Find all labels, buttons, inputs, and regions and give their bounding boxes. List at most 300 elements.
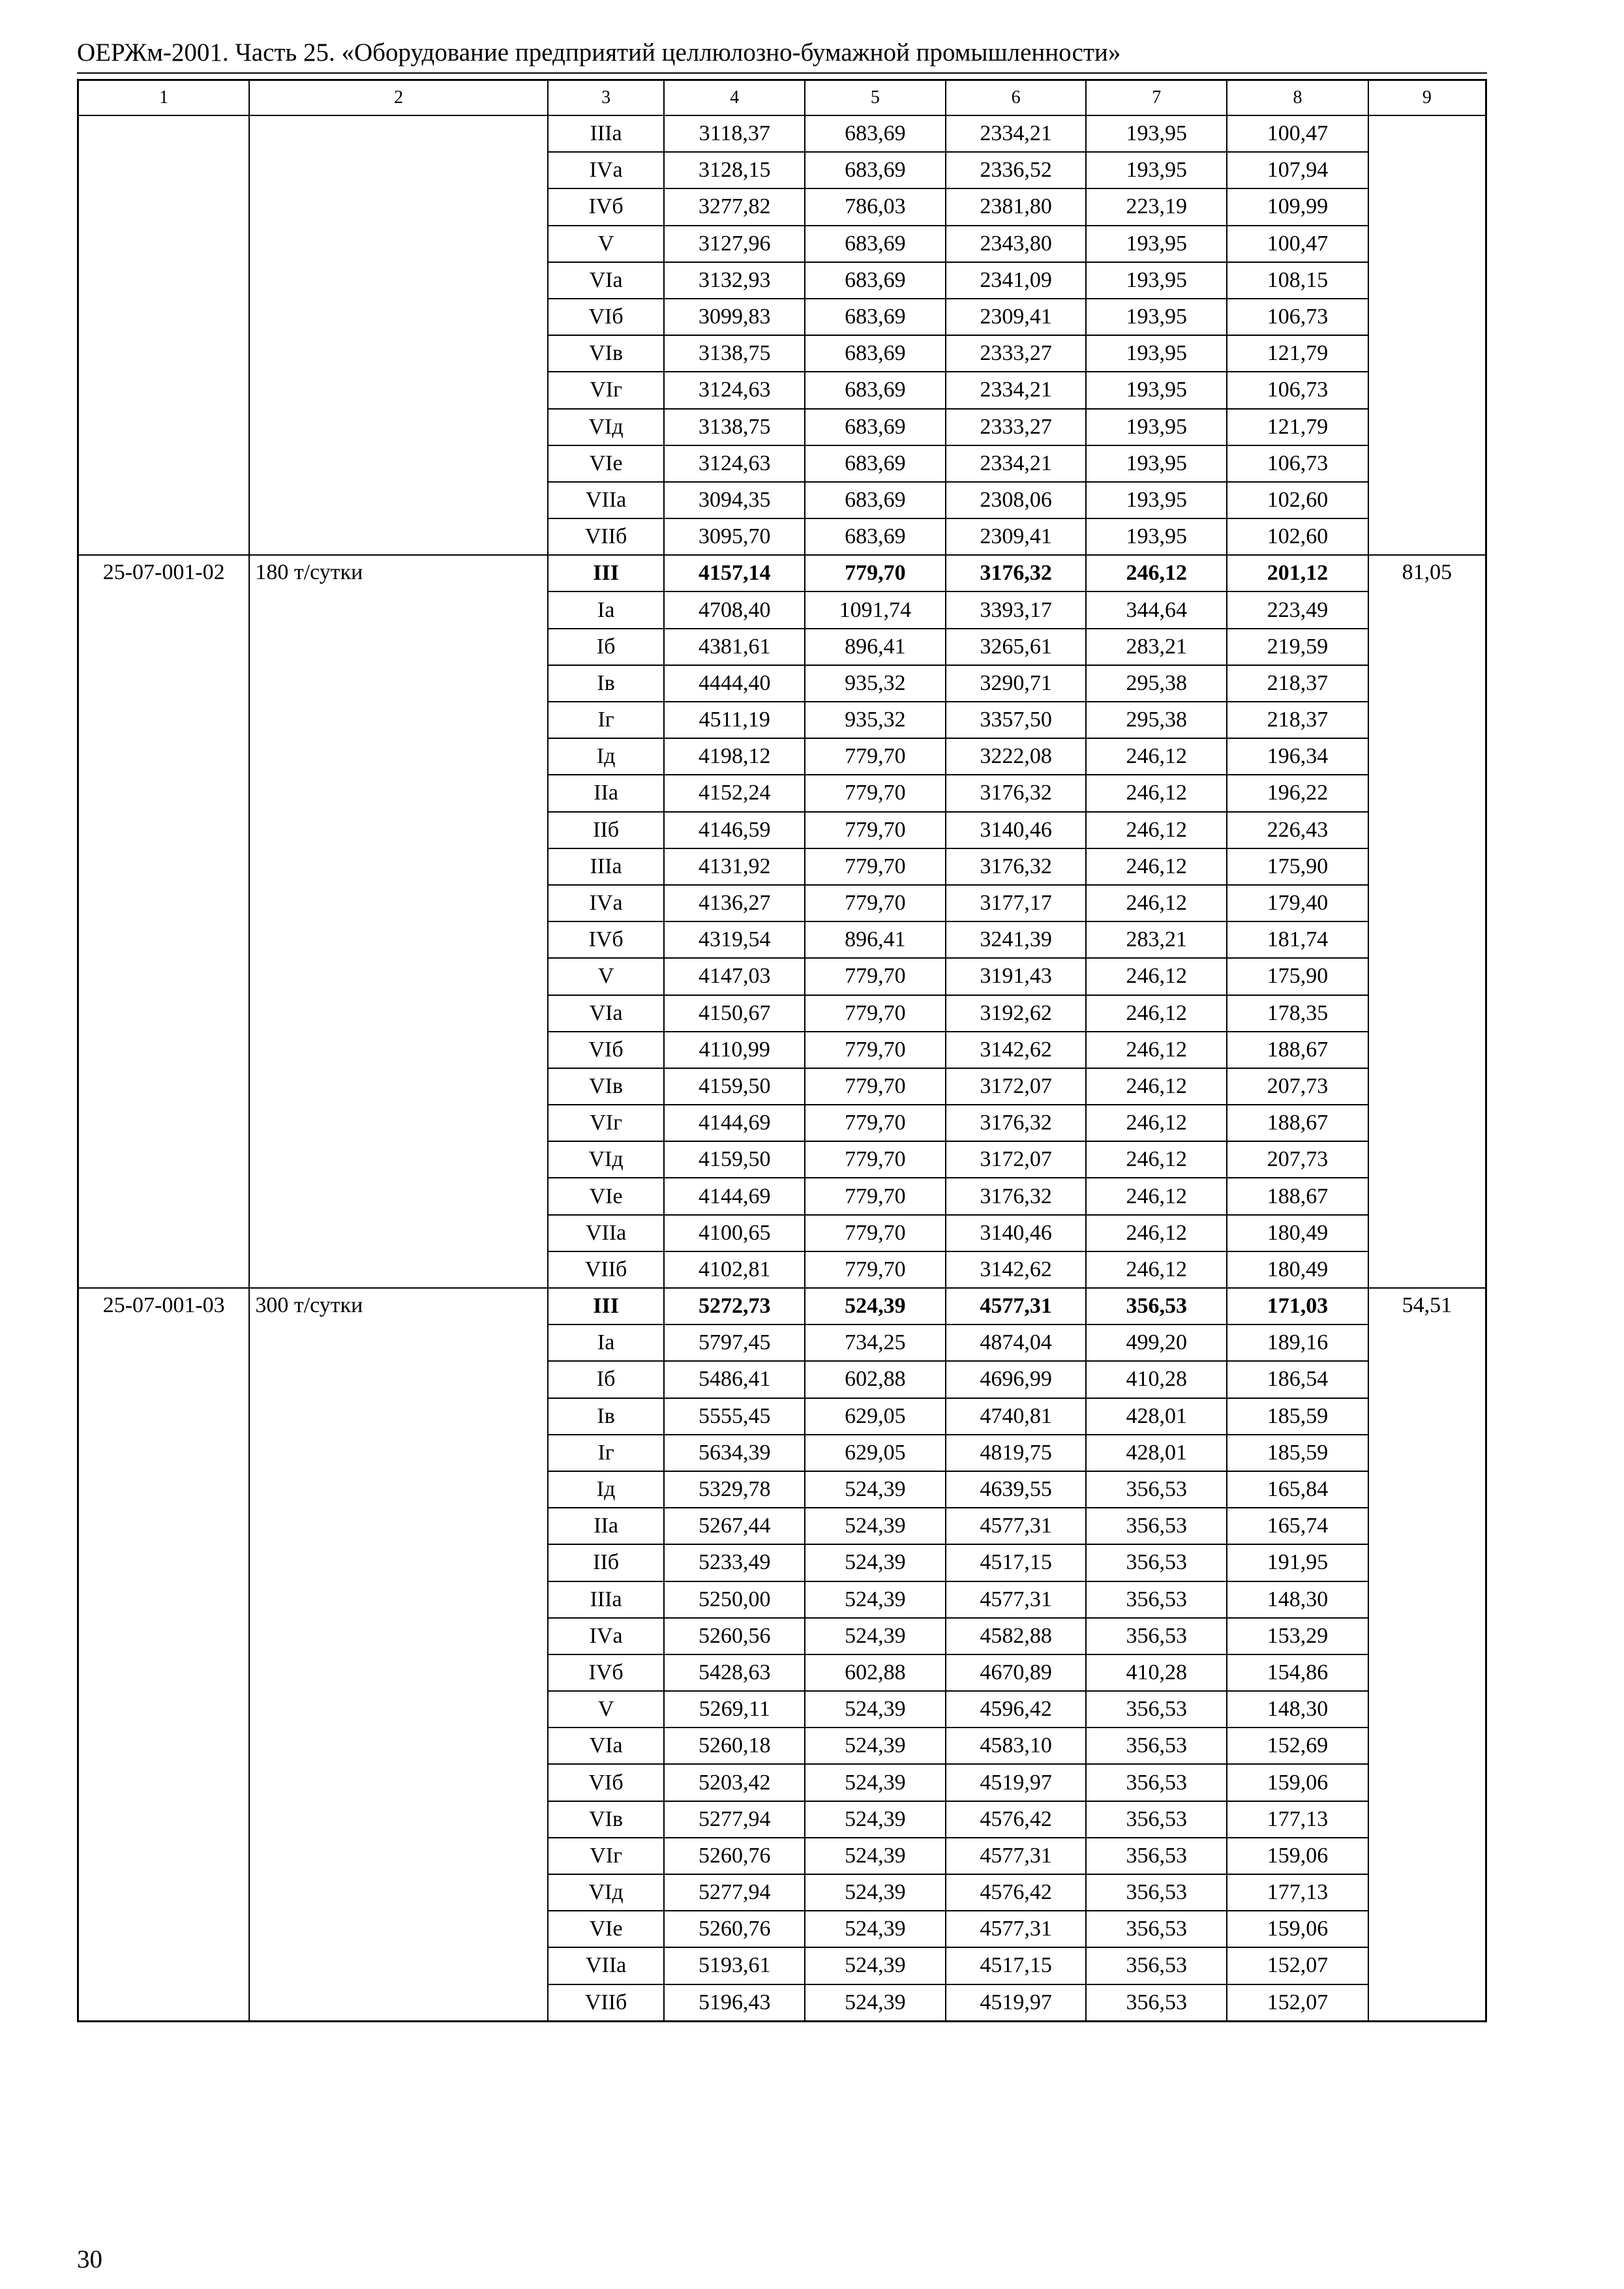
value-cell-6: 4696,99 — [946, 1361, 1087, 1398]
value-cell-8: 196,22 — [1227, 775, 1368, 811]
zone-cell: VIв — [548, 335, 665, 372]
value-cell-6: 2343,80 — [946, 226, 1087, 262]
value-cell-8: 100,47 — [1227, 115, 1368, 152]
zone-cell: VIIб — [548, 1984, 665, 2022]
zone-cell: Iг — [548, 1435, 665, 1471]
value-cell-5: 524,39 — [805, 1544, 946, 1581]
value-cell-8: 188,67 — [1227, 1105, 1368, 1141]
column-9-cell: 54,51 — [1368, 1288, 1486, 2021]
value-cell-7: 246,12 — [1086, 1068, 1227, 1105]
value-cell-6: 3140,46 — [946, 1215, 1087, 1251]
value-cell-8: 191,95 — [1227, 1544, 1368, 1581]
value-cell-4: 5260,76 — [664, 1838, 805, 1874]
column-9-cell: 81,05 — [1368, 555, 1486, 1288]
value-cell-7: 246,12 — [1086, 1178, 1227, 1214]
value-cell-8: 186,54 — [1227, 1361, 1368, 1398]
value-cell-4: 4136,27 — [664, 885, 805, 921]
value-cell-8: 165,84 — [1227, 1471, 1368, 1508]
value-cell-5: 524,39 — [805, 1984, 946, 2022]
value-cell-8: 201,12 — [1227, 555, 1368, 591]
zone-cell: VIг — [548, 1105, 665, 1141]
zone-cell: IIа — [548, 775, 665, 811]
zone-cell: VIв — [548, 1068, 665, 1105]
value-cell-6: 4582,88 — [946, 1618, 1087, 1654]
value-cell-4: 4319,54 — [664, 921, 805, 958]
value-cell-6: 2308,06 — [946, 482, 1087, 518]
value-cell-7: 193,95 — [1086, 152, 1227, 188]
value-cell-6: 3191,43 — [946, 958, 1087, 995]
value-cell-7: 356,53 — [1086, 1764, 1227, 1801]
value-cell-4: 5277,94 — [664, 1801, 805, 1838]
value-cell-4: 5233,49 — [664, 1544, 805, 1581]
zone-cell: IIIа — [548, 1581, 665, 1618]
value-cell-4: 5269,11 — [664, 1691, 805, 1728]
value-cell-7: 356,53 — [1086, 1947, 1227, 1984]
value-cell-7: 356,53 — [1086, 1471, 1227, 1508]
value-cell-6: 3176,32 — [946, 775, 1087, 811]
value-cell-4: 4157,14 — [664, 555, 805, 591]
value-cell-5: 524,39 — [805, 1471, 946, 1508]
column-9-cell — [1368, 115, 1486, 555]
value-cell-6: 4517,15 — [946, 1544, 1087, 1581]
value-cell-6: 3142,62 — [946, 1032, 1087, 1068]
zone-cell: VIе — [548, 445, 665, 482]
value-cell-4: 4102,81 — [664, 1251, 805, 1288]
zone-cell: IVа — [548, 1618, 665, 1654]
table-row — [78, 1288, 1486, 1324]
value-cell-4: 5486,41 — [664, 1361, 805, 1398]
value-cell-8: 179,40 — [1227, 885, 1368, 921]
value-cell-7: 356,53 — [1086, 1581, 1227, 1618]
value-cell-8: 218,37 — [1227, 665, 1368, 702]
value-cell-4: 3099,83 — [664, 299, 805, 335]
zone-cell: VIг — [548, 372, 665, 408]
column-header: 7 — [1086, 80, 1227, 116]
value-cell-4: 3277,82 — [664, 188, 805, 225]
zone-cell: IVб — [548, 1654, 665, 1691]
value-cell-7: 344,64 — [1086, 591, 1227, 628]
value-cell-6: 3176,32 — [946, 1105, 1087, 1141]
zone-cell: VIб — [548, 1764, 665, 1801]
value-cell-6: 3177,17 — [946, 885, 1087, 921]
rate-code-cell: 25-07-001-02 — [78, 555, 250, 1288]
value-cell-5: 779,70 — [805, 958, 946, 995]
value-cell-8: 218,37 — [1227, 702, 1368, 738]
zone-cell: VIIа — [548, 1947, 665, 1984]
value-cell-4: 5277,94 — [664, 1874, 805, 1911]
zone-cell: VIв — [548, 1801, 665, 1838]
value-cell-5: 683,69 — [805, 299, 946, 335]
zone-cell: VIа — [548, 1728, 665, 1764]
zone-cell: Iб — [548, 629, 665, 665]
value-cell-8: 102,60 — [1227, 518, 1368, 555]
value-cell-6: 3140,46 — [946, 812, 1087, 848]
value-cell-6: 3176,32 — [946, 1178, 1087, 1214]
value-cell-8: 152,07 — [1227, 1947, 1368, 1984]
table-row — [78, 115, 1486, 152]
value-cell-5: 779,70 — [805, 995, 946, 1032]
value-cell-4: 3128,15 — [664, 152, 805, 188]
title-rule — [77, 72, 1487, 74]
value-cell-5: 683,69 — [805, 445, 946, 482]
value-cell-6: 4874,04 — [946, 1324, 1087, 1361]
value-cell-7: 193,95 — [1086, 115, 1227, 152]
value-cell-6: 3290,71 — [946, 665, 1087, 702]
value-cell-6: 3142,62 — [946, 1251, 1087, 1288]
value-cell-5: 779,70 — [805, 812, 946, 848]
value-cell-6: 3172,07 — [946, 1141, 1087, 1178]
value-cell-8: 177,13 — [1227, 1801, 1368, 1838]
value-cell-5: 683,69 — [805, 226, 946, 262]
value-cell-5: 779,70 — [805, 1178, 946, 1214]
zone-cell: III — [548, 555, 665, 591]
zone-cell: IVб — [548, 921, 665, 958]
value-cell-7: 356,53 — [1086, 1618, 1227, 1654]
value-cell-4: 5203,42 — [664, 1764, 805, 1801]
capacity-cell: 300 т/сутки — [249, 1288, 547, 2021]
zone-cell: VIе — [548, 1178, 665, 1214]
value-cell-4: 3127,96 — [664, 226, 805, 262]
value-cell-4: 3132,93 — [664, 262, 805, 299]
value-cell-8: 106,73 — [1227, 299, 1368, 335]
value-cell-6: 2381,80 — [946, 188, 1087, 225]
value-cell-7: 223,19 — [1086, 188, 1227, 225]
value-cell-8: 180,49 — [1227, 1251, 1368, 1288]
value-cell-6: 2334,21 — [946, 372, 1087, 408]
value-cell-8: 148,30 — [1227, 1581, 1368, 1618]
value-cell-5: 779,70 — [805, 1105, 946, 1141]
value-cell-6: 4740,81 — [946, 1398, 1087, 1435]
value-cell-4: 3138,75 — [664, 335, 805, 372]
value-cell-5: 683,69 — [805, 152, 946, 188]
value-cell-4: 4100,65 — [664, 1215, 805, 1251]
value-cell-5: 779,70 — [805, 738, 946, 775]
value-cell-6: 4639,55 — [946, 1471, 1087, 1508]
value-cell-5: 524,39 — [805, 1838, 946, 1874]
value-cell-8: 226,43 — [1227, 812, 1368, 848]
value-cell-5: 683,69 — [805, 482, 946, 518]
zone-cell: Iб — [548, 1361, 665, 1398]
value-cell-5: 524,39 — [805, 1801, 946, 1838]
value-cell-4: 4144,69 — [664, 1178, 805, 1214]
zone-cell: VIб — [548, 299, 665, 335]
value-cell-4: 3118,37 — [664, 115, 805, 152]
value-cell-8: 180,49 — [1227, 1215, 1368, 1251]
value-cell-6: 2334,21 — [946, 115, 1087, 152]
value-cell-8: 223,49 — [1227, 591, 1368, 628]
zone-cell: VIа — [548, 995, 665, 1032]
column-header: 2 — [249, 80, 547, 116]
zone-cell: Iв — [548, 665, 665, 702]
value-cell-6: 3241,39 — [946, 921, 1087, 958]
value-cell-7: 499,20 — [1086, 1324, 1227, 1361]
value-cell-6: 4576,42 — [946, 1874, 1087, 1911]
value-cell-4: 4152,24 — [664, 775, 805, 811]
value-cell-5: 524,39 — [805, 1581, 946, 1618]
value-cell-8: 185,59 — [1227, 1435, 1368, 1471]
value-cell-5: 786,03 — [805, 188, 946, 225]
column-header: 1 — [78, 80, 250, 116]
value-cell-5: 602,88 — [805, 1654, 946, 1691]
value-cell-7: 193,95 — [1086, 262, 1227, 299]
value-cell-7: 246,12 — [1086, 958, 1227, 995]
value-cell-7: 193,95 — [1086, 226, 1227, 262]
price-table — [77, 79, 1487, 2022]
value-cell-8: 153,29 — [1227, 1618, 1368, 1654]
value-cell-6: 4577,31 — [946, 1508, 1087, 1544]
value-cell-4: 3094,35 — [664, 482, 805, 518]
value-cell-4: 3138,75 — [664, 409, 805, 445]
value-cell-6: 3192,62 — [946, 995, 1087, 1032]
column-header: 6 — [946, 80, 1087, 116]
value-cell-7: 246,12 — [1086, 812, 1227, 848]
value-cell-8: 109,99 — [1227, 188, 1368, 225]
value-cell-4: 4150,67 — [664, 995, 805, 1032]
value-cell-8: 175,90 — [1227, 848, 1368, 885]
value-cell-5: 524,39 — [805, 1691, 946, 1728]
value-cell-5: 683,69 — [805, 262, 946, 299]
value-cell-7: 356,53 — [1086, 1288, 1227, 1324]
value-cell-6: 4519,97 — [946, 1984, 1087, 2022]
value-cell-6: 3393,17 — [946, 591, 1087, 628]
zone-cell: VIIа — [548, 1215, 665, 1251]
column-header: 5 — [805, 80, 946, 116]
value-cell-4: 5193,61 — [664, 1947, 805, 1984]
value-cell-8: 185,59 — [1227, 1398, 1368, 1435]
value-cell-7: 246,12 — [1086, 848, 1227, 885]
column-header: 4 — [664, 80, 805, 116]
value-cell-5: 935,32 — [805, 702, 946, 738]
value-cell-6: 3265,61 — [946, 629, 1087, 665]
value-cell-6: 4819,75 — [946, 1435, 1087, 1471]
value-cell-4: 3124,63 — [664, 445, 805, 482]
column-number-row — [78, 80, 1486, 116]
value-cell-4: 3095,70 — [664, 518, 805, 555]
value-cell-5: 779,70 — [805, 775, 946, 811]
value-cell-8: 178,35 — [1227, 995, 1368, 1032]
value-cell-7: 193,95 — [1086, 445, 1227, 482]
zone-cell: IIб — [548, 812, 665, 848]
value-cell-8: 207,73 — [1227, 1141, 1368, 1178]
value-cell-6: 2336,52 — [946, 152, 1087, 188]
value-cell-5: 629,05 — [805, 1435, 946, 1471]
value-cell-4: 4159,50 — [664, 1141, 805, 1178]
zone-cell: IIIа — [548, 115, 665, 152]
value-cell-4: 5797,45 — [664, 1324, 805, 1361]
value-cell-6: 4596,42 — [946, 1691, 1087, 1728]
value-cell-6: 4577,31 — [946, 1288, 1087, 1324]
value-cell-7: 246,12 — [1086, 555, 1227, 591]
value-cell-4: 4146,59 — [664, 812, 805, 848]
zone-cell: Iа — [548, 591, 665, 628]
zone-cell: VIIа — [548, 482, 665, 518]
value-cell-4: 4511,19 — [664, 702, 805, 738]
value-cell-4: 5428,63 — [664, 1654, 805, 1691]
zone-cell: VIг — [548, 1838, 665, 1874]
zone-cell: VIб — [548, 1032, 665, 1068]
value-cell-4: 5555,45 — [664, 1398, 805, 1435]
value-cell-7: 193,95 — [1086, 409, 1227, 445]
value-cell-7: 193,95 — [1086, 372, 1227, 408]
value-cell-4: 4708,40 — [664, 591, 805, 628]
value-cell-6: 3357,50 — [946, 702, 1087, 738]
value-cell-4: 4159,50 — [664, 1068, 805, 1105]
value-cell-8: 196,34 — [1227, 738, 1368, 775]
value-cell-4: 5196,43 — [664, 1984, 805, 2022]
zone-cell: V — [548, 226, 665, 262]
value-cell-5: 524,39 — [805, 1508, 946, 1544]
value-cell-5: 779,70 — [805, 555, 946, 591]
value-cell-5: 683,69 — [805, 335, 946, 372]
value-cell-8: 219,59 — [1227, 629, 1368, 665]
value-cell-6: 3222,08 — [946, 738, 1087, 775]
value-cell-6: 4670,89 — [946, 1654, 1087, 1691]
zone-cell: V — [548, 1691, 665, 1728]
value-cell-4: 5250,00 — [664, 1581, 805, 1618]
zone-cell: VIIб — [548, 518, 665, 555]
value-cell-7: 283,21 — [1086, 629, 1227, 665]
value-cell-7: 356,53 — [1086, 1544, 1227, 1581]
value-cell-8: 108,15 — [1227, 262, 1368, 299]
zone-cell: IVб — [548, 188, 665, 225]
value-cell-8: 121,79 — [1227, 409, 1368, 445]
value-cell-5: 779,70 — [805, 1032, 946, 1068]
rate-code-cell: 25-07-001-03 — [78, 1288, 250, 2021]
capacity-cell — [249, 115, 547, 555]
page-title: ОЕРЖм-2001. Часть 25. «Оборудование предприятий целлюлозно-бумажной промышленности» — [77, 38, 1121, 67]
value-cell-4: 3124,63 — [664, 372, 805, 408]
value-cell-4: 4147,03 — [664, 958, 805, 995]
value-cell-8: 154,86 — [1227, 1654, 1368, 1691]
value-cell-6: 4577,31 — [946, 1581, 1087, 1618]
value-cell-7: 356,53 — [1086, 1984, 1227, 2022]
value-cell-7: 295,38 — [1086, 665, 1227, 702]
value-cell-4: 4131,92 — [664, 848, 805, 885]
value-cell-8: 107,94 — [1227, 152, 1368, 188]
value-cell-4: 5634,39 — [664, 1435, 805, 1471]
zone-cell: Iд — [548, 1471, 665, 1508]
value-cell-5: 779,70 — [805, 1068, 946, 1105]
zone-cell: Iв — [548, 1398, 665, 1435]
value-cell-5: 779,70 — [805, 1215, 946, 1251]
value-cell-7: 356,53 — [1086, 1508, 1227, 1544]
value-cell-4: 5267,44 — [664, 1508, 805, 1544]
value-cell-8: 165,74 — [1227, 1508, 1368, 1544]
value-cell-4: 4144,69 — [664, 1105, 805, 1141]
zone-cell: IIа — [548, 1508, 665, 1544]
zone-cell: V — [548, 958, 665, 995]
rate-code-cell — [78, 115, 250, 555]
value-cell-6: 2333,27 — [946, 335, 1087, 372]
zone-cell: VIа — [548, 262, 665, 299]
value-cell-6: 3172,07 — [946, 1068, 1087, 1105]
value-cell-4: 5260,76 — [664, 1911, 805, 1947]
value-cell-5: 524,39 — [805, 1728, 946, 1764]
value-cell-8: 207,73 — [1227, 1068, 1368, 1105]
value-cell-8: 152,69 — [1227, 1728, 1368, 1764]
value-cell-4: 4381,61 — [664, 629, 805, 665]
value-cell-5: 524,39 — [805, 1874, 946, 1911]
value-cell-6: 4583,10 — [946, 1728, 1087, 1764]
value-cell-5: 602,88 — [805, 1361, 946, 1398]
zone-cell: IVа — [548, 152, 665, 188]
value-cell-5: 779,70 — [805, 1141, 946, 1178]
value-cell-7: 428,01 — [1086, 1435, 1227, 1471]
value-cell-6: 2333,27 — [946, 409, 1087, 445]
value-cell-5: 524,39 — [805, 1911, 946, 1947]
value-cell-8: 102,60 — [1227, 482, 1368, 518]
column-header: 3 — [548, 80, 665, 116]
value-cell-8: 159,06 — [1227, 1764, 1368, 1801]
value-cell-5: 683,69 — [805, 518, 946, 555]
value-cell-6: 3176,32 — [946, 848, 1087, 885]
value-cell-6: 2309,41 — [946, 518, 1087, 555]
value-cell-4: 5272,73 — [664, 1288, 805, 1324]
value-cell-6: 2341,09 — [946, 262, 1087, 299]
zone-cell: Iг — [548, 702, 665, 738]
value-cell-6: 2334,21 — [946, 445, 1087, 482]
value-cell-7: 428,01 — [1086, 1398, 1227, 1435]
page-number: 30 — [77, 2245, 102, 2273]
value-cell-4: 4110,99 — [664, 1032, 805, 1068]
value-cell-8: 106,73 — [1227, 372, 1368, 408]
table-row — [78, 555, 1486, 591]
value-cell-8: 121,79 — [1227, 335, 1368, 372]
value-cell-7: 246,12 — [1086, 775, 1227, 811]
value-cell-7: 193,95 — [1086, 482, 1227, 518]
zone-cell: IVа — [548, 885, 665, 921]
value-cell-8: 100,47 — [1227, 226, 1368, 262]
value-cell-8: 181,74 — [1227, 921, 1368, 958]
zone-cell: VIд — [548, 1874, 665, 1911]
value-cell-5: 683,69 — [805, 409, 946, 445]
value-cell-7: 283,21 — [1086, 921, 1227, 958]
value-cell-5: 896,41 — [805, 921, 946, 958]
value-cell-5: 524,39 — [805, 1947, 946, 1984]
column-header: 8 — [1227, 80, 1368, 116]
value-cell-6: 4577,31 — [946, 1911, 1087, 1947]
value-cell-7: 410,28 — [1086, 1654, 1227, 1691]
value-cell-8: 159,06 — [1227, 1838, 1368, 1874]
value-cell-4: 4198,12 — [664, 738, 805, 775]
value-cell-7: 356,53 — [1086, 1874, 1227, 1911]
value-cell-7: 193,95 — [1086, 518, 1227, 555]
value-cell-7: 246,12 — [1086, 1215, 1227, 1251]
zone-cell: VIд — [548, 409, 665, 445]
value-cell-8: 188,67 — [1227, 1032, 1368, 1068]
value-cell-5: 935,32 — [805, 665, 946, 702]
value-cell-7: 246,12 — [1086, 1251, 1227, 1288]
value-cell-7: 246,12 — [1086, 885, 1227, 921]
value-cell-7: 246,12 — [1086, 738, 1227, 775]
value-cell-5: 734,25 — [805, 1324, 946, 1361]
value-cell-4: 5260,18 — [664, 1728, 805, 1764]
value-cell-7: 193,95 — [1086, 335, 1227, 372]
value-cell-5: 683,69 — [805, 115, 946, 152]
zone-cell: VIд — [548, 1141, 665, 1178]
value-cell-8: 189,16 — [1227, 1324, 1368, 1361]
value-cell-5: 524,39 — [805, 1288, 946, 1324]
value-cell-7: 246,12 — [1086, 1032, 1227, 1068]
value-cell-5: 524,39 — [805, 1764, 946, 1801]
zone-cell: IIб — [548, 1544, 665, 1581]
table-body — [78, 115, 1486, 2021]
value-cell-6: 4577,31 — [946, 1838, 1087, 1874]
value-cell-8: 188,67 — [1227, 1178, 1368, 1214]
value-cell-4: 4444,40 — [664, 665, 805, 702]
zone-cell: Iа — [548, 1324, 665, 1361]
value-cell-4: 5260,56 — [664, 1618, 805, 1654]
